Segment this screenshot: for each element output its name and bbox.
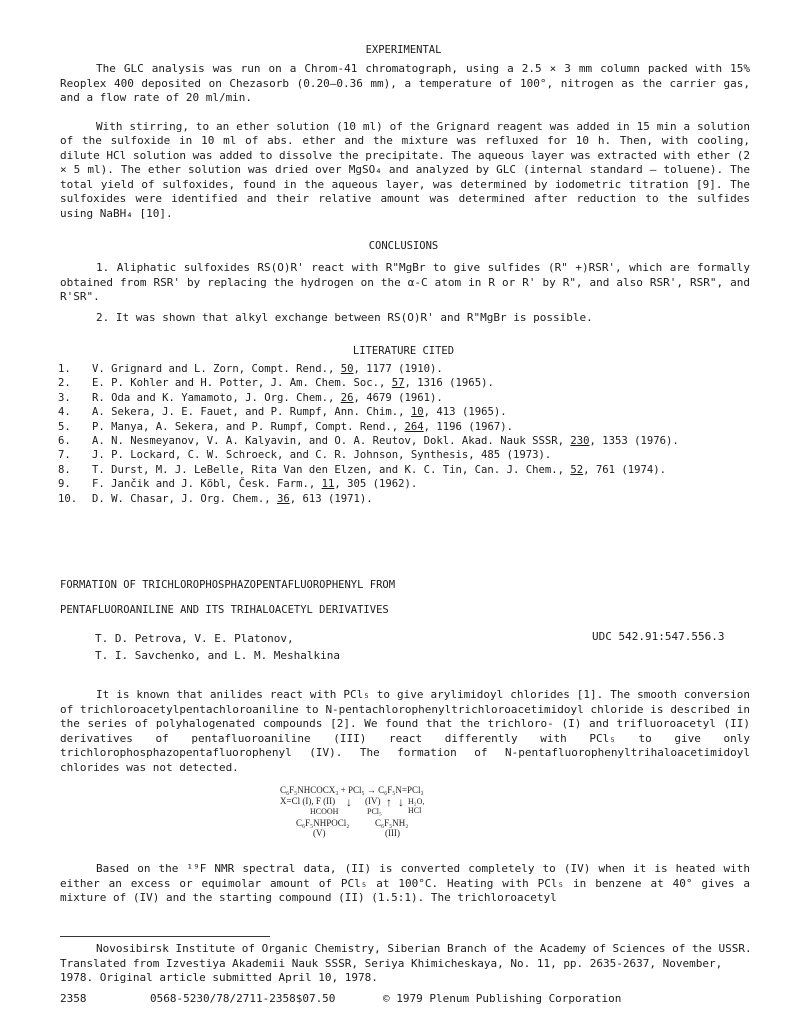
reference-citation: E. P. Kohler and H. Potter, J. Am. Chem. Soc.,: [92, 377, 392, 390]
reference-citation: A. Sekera, J. E. Fauet, and P. Rumpf, Ann. Chim.,: [92, 406, 411, 419]
conclusions-heading: CONCLUSIONS: [368, 240, 439, 252]
experimental-paragraph-2: With stirring, to an ether solution (10 ml) of the Grignard reagent was added in 15 min a solution of the sulfoxide in 10 ml of abs. ether and the mixture was refluxed for 10 h. Then, with cooling, dilute HCl solution was added to dissolve the precipitate. The aqueous layer was extracted with ether (2 × 5 ml). The ether solution was dried over MgSO₄ and analyzed by GLC (internal standard – toluene). The total yield of sulfoxides, found in the aqueous layer, was determined by iodometric titration [9]. The sulfoxides were identified and their relative amount was determined after reduction to the sulfides using NaBH₄ [10].: [60, 119, 750, 220]
reference-volume: 50: [340, 363, 354, 375]
experimental-section: [60, 62, 750, 221]
scheme-iv-label: (IV): [365, 796, 381, 806]
scheme-hcl-label: HCl: [408, 806, 422, 815]
reference-citation: T. Durst, M. J. LeBelle, Rita Van den Elzen, and K. C. Tin, Can. J. Chem.,: [92, 463, 571, 476]
reference-pages: , 761 (1974).: [583, 463, 667, 476]
reference-citation: A. N. Nesmeyanov, V. A. Kalyavin, and O. A. Reutov, Dokl. Akad. Nauk SSSR,: [92, 435, 571, 448]
scheme-v-formula: C₆F₅NHPOCl₂: [296, 818, 350, 828]
scheme-v-label: (V): [313, 828, 326, 838]
page-number: 2358: [60, 992, 87, 1005]
scheme-main-reaction: C₆F₅NHCOCX₃ + PCl₅ → C₆F₅N=PCl₃: [280, 785, 424, 795]
reference-citation: F. Jančik and J. Köbl, Česk. Farm.,: [92, 478, 322, 491]
reference-text: [92, 477, 763, 491]
reference-volume: 57: [391, 377, 405, 390]
copyright-notice: © 1979 Plenum Publishing Corporation: [383, 992, 622, 1005]
reference-pages: , 413 (1965).: [423, 406, 507, 419]
reference-item: [58, 376, 763, 390]
reference-pages: , 305 (1962).: [334, 478, 418, 491]
reference-item: [58, 477, 763, 491]
experimental-paragraph-1: The GLC analysis was run on a Chrom-41 chromatograph, using a 2.5 × 3 mm column packed with 15% Reoplex 400 deposited on Chezasorb (0.20–0.36 mm), a temperature of 100°, nitrogen as the carrier gas, and a flow rate of 20 ml/min.: [60, 62, 750, 104]
article-intro: [60, 688, 750, 775]
reference-volume: 10: [410, 406, 424, 419]
authors-line-1: T. D. Petrova, V. E. Platonov,: [95, 632, 294, 645]
article-paragraph-2: Based on the ¹⁹F NMR spectral data, (II) is converted completely to (IV) when it is heated with either an excess or equimolar amount of PCl₅ at 100°C. Heating with PCl₅ in benzene at 40° gives a mixture of (IV) and the starting compound (II) (1.5:1). The trichloroacetyl: [60, 862, 750, 904]
reference-text: [92, 420, 763, 434]
scheme-arrow-down-2: ↓: [398, 795, 404, 809]
scheme-pcl5-label: PCl₅: [367, 807, 382, 816]
reference-item: [58, 420, 763, 434]
reference-item: [58, 448, 763, 462]
reference-text: [92, 448, 763, 462]
reference-volume: 36: [276, 492, 290, 505]
reference-pages: , 613 (1971).: [289, 492, 373, 505]
reference-number: 5.: [58, 420, 71, 433]
reference-volume: 264: [404, 420, 424, 433]
reference-item: [58, 434, 763, 448]
experimental-heading: EXPERIMENTAL: [365, 44, 442, 56]
article-title: [60, 573, 750, 623]
reference-pages: , 1316 (1965).: [404, 377, 494, 390]
scheme-arrow-up: ↑: [386, 795, 392, 809]
reference-text: [92, 463, 763, 477]
reference-item: [58, 391, 763, 405]
reference-text: [92, 391, 763, 405]
article-paragraph-1: It is known that anilides react with PCl₅ to give arylimidoyl chlorides [1]. The smooth conversion of trichloroacetylpentachloroaniline to N-pentachlorophenyltrichloroacetimidoyl chloride is described in the series of polyhalogenated compounds [2]. We found that the trichloro- (I) and trifluoroacetyl (II) derivatives of pentafluoroaniline (III) react differently with PCl₅ to give only trichlorophosphazopentafluorophenyl (IV). The formation of N-pentafluorophenyltrihaloacetimidoyl chlorides was not detected.: [60, 688, 750, 774]
reference-volume: 230: [570, 435, 590, 448]
scheme-hcooh-label: HCOOH: [310, 807, 339, 816]
scheme-h2o-label: H₂O,: [408, 797, 425, 806]
reference-text: [92, 405, 763, 419]
reference-pages: , 1177 (1910).: [353, 363, 443, 375]
scheme-arrow-down-1: ↓: [346, 795, 352, 809]
footnote-rule: [60, 936, 270, 937]
reference-number: 3.: [58, 391, 71, 404]
scheme-substituents: X=Cl (I), F (II): [280, 796, 336, 806]
reference-volume: 11: [321, 478, 335, 491]
reference-list: [58, 362, 763, 506]
reference-number: 2.: [58, 377, 71, 390]
scheme-iii-label: (III): [385, 828, 400, 838]
reference-pages: , 4679 (1961).: [353, 391, 443, 404]
udc-code: UDC 542.91:547.556.3: [592, 630, 725, 643]
literature-heading: LITERATURE CITED: [352, 345, 455, 357]
reference-volume: 26: [340, 391, 354, 404]
reference-citation: R. Oda and K. Yamamoto, J. Org. Chem.,: [92, 391, 341, 404]
reference-text: [92, 376, 763, 390]
reference-number: 9.: [58, 478, 71, 491]
authors: [95, 630, 495, 664]
reference-item: [58, 362, 763, 376]
article-title-line-2: PENTAFLUOROANILINE AND ITS TRIHALOACETYL DERIVATIVES: [60, 604, 389, 616]
reference-number: 8.: [58, 463, 71, 476]
authors-line-2: T. I. Savchenko, and L. M. Meshalkina: [95, 649, 341, 662]
reference-item: [58, 492, 763, 506]
reference-item: [58, 463, 763, 477]
reference-pages: , 1353 (1976).: [589, 435, 679, 448]
reference-citation: V. Grignard and L. Zorn, Compt. Rend.,: [92, 363, 341, 375]
journal-code: 0568-5230/78/2711-2358$07.50: [150, 992, 336, 1005]
reference-text: [92, 492, 763, 506]
reference-number: 7.: [58, 449, 71, 462]
reference-volume: 52: [570, 463, 584, 476]
reference-number: 1.: [58, 363, 71, 375]
reference-number: 6.: [58, 435, 71, 448]
reference-number: 4.: [58, 406, 71, 419]
article-title-line-1: FORMATION OF TRICHLOROPHOSPHAZOPENTAFLUOROPHENYL FROM: [60, 579, 396, 591]
reference-item: [58, 405, 763, 419]
article-continuation: [60, 862, 750, 906]
scheme-iii-formula: C₆F₅NH₂: [375, 818, 409, 828]
reference-citation: J. P. Lockard, C. W. Schroeck, and C. R. Johnson, Synthesis, 485 (1973).: [92, 449, 552, 462]
conclusion-1: 1. Aliphatic sulfoxides RS(O)R' react with R"MgBr to give sulfides (R" +)RSR', which are formally obtained from RSR' by replacing the hydrogen on the α-C atom in R or R' by R", and also RSR', RSR", and R'SR".: [60, 261, 750, 303]
reference-text: [92, 362, 763, 376]
reference-number: 10.: [58, 492, 78, 505]
reference-citation: D. W. Chasar, J. Org. Chem.,: [92, 492, 277, 505]
reference-pages: , 1196 (1967).: [423, 420, 513, 433]
affiliation-footnote: [60, 942, 760, 986]
reference-text: [92, 434, 763, 448]
conclusion-2: 2. It was shown that alkyl exchange between RS(O)R' and R"MgBr is possible.: [96, 310, 593, 324]
conclusions-section: [60, 261, 750, 325]
affiliation-text: Novosibirsk Institute of Organic Chemistry, Siberian Branch of the Academy of Sciences of the USSR. Translated from Izvestiya Akademii Nauk SSSR, Seriya Khimicheskaya, No. 11, pp. 2635-2637, November, 1978. Original article submitted April 10, 1978.: [60, 942, 752, 984]
reference-citation: P. Manya, A. Sekera, and P. Rumpf, Compt. Rend.,: [92, 420, 405, 433]
